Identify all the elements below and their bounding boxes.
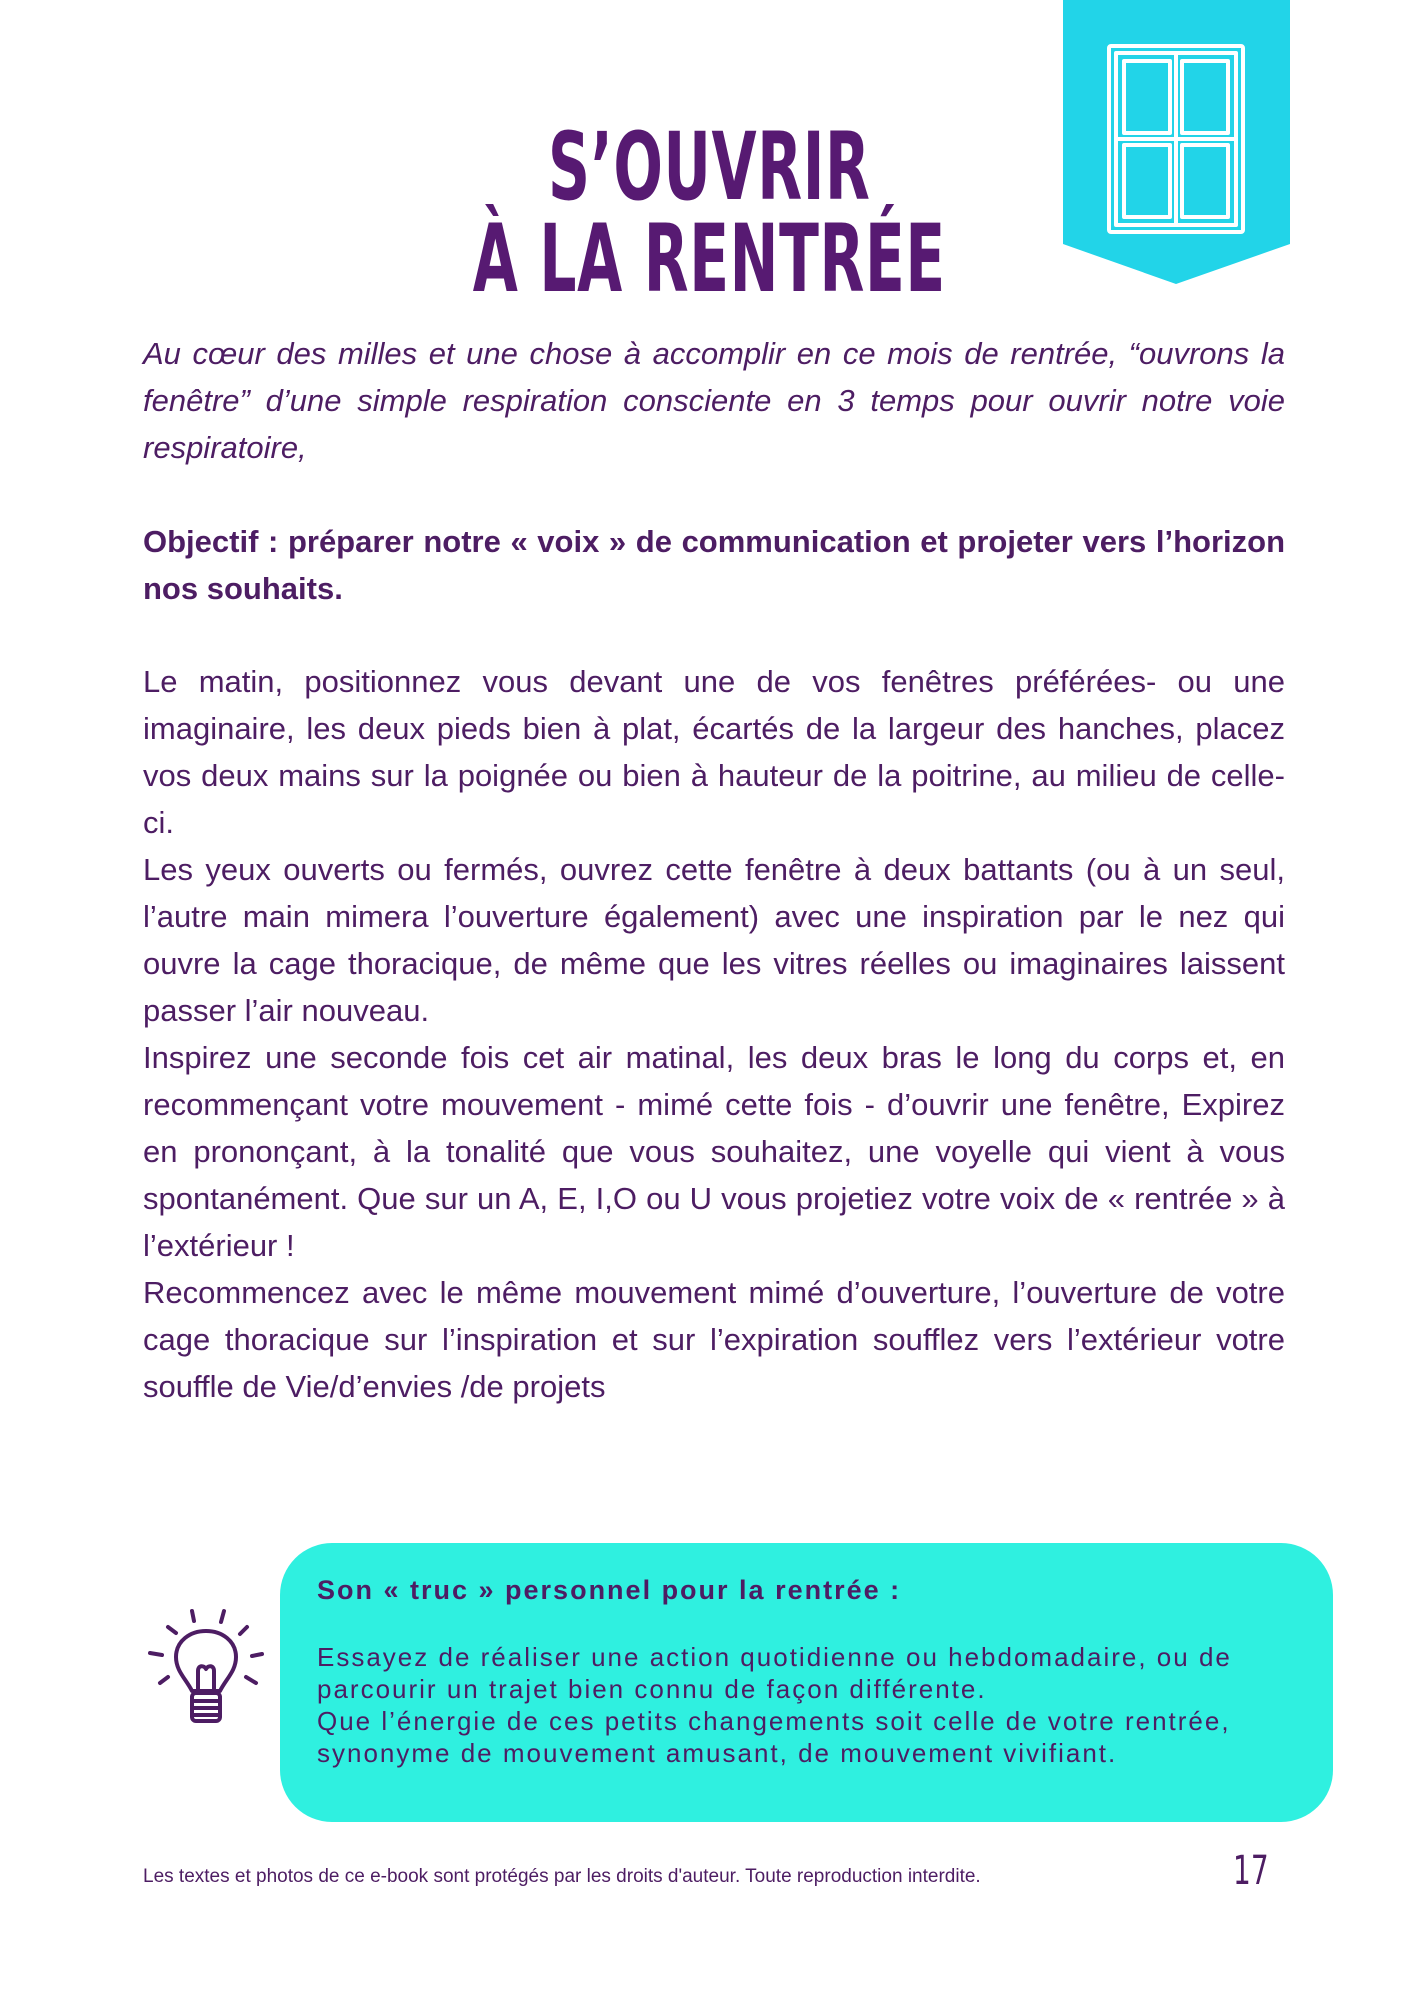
page-title-line-2: À LA RENTRÉE (472, 205, 946, 314)
tip-text (317, 1641, 1307, 1769)
instruction-paragraph: Inspirez une seconde fois cet air matinal, les deux bras le long du corps et, en recommençant votre mouvement - mimé cette fois - d’ouvrir une fenêtre, Expirez en prononçant, à la tonalité que vous souhaitez, une voyelle qui vient à vous spontanément. Que sur un A, E, I,O ou U vous projetiez votre voix de « rentrée » à l’extérieur ! (143, 1040, 1285, 1263)
instruction-paragraph: Recommencez avec le même mouvement mimé d’ouverture, l’ouverture de votre cage thoracique sur l’inspiration et sur l’expiration soufflez vers l’extérieur votre souffle de Vie/d’envies /de projets (143, 1275, 1285, 1404)
instruction-paragraph: Les yeux ouverts ou fermés, ouvrez cette fenêtre à deux battants (ou à un seul, l’autre main mimera l’ouverture également) avec une inspiration par le nez qui ouvre la cage thoracique, de même que les vitres réelles ou imaginaires laissent passer l’air nouveau. (143, 852, 1285, 1028)
instructions-body (143, 658, 1285, 1410)
page-title-line-1: S’OUVRIR (548, 113, 871, 222)
tip-box (280, 1543, 1333, 1822)
intro-paragraph: Au cœur des milles et une chose à accomplir en ce mois de rentrée, “ouvrons la fenêtre” d’une simple respiration consciente en 3 temps pour ouvrir notre voie respiratoire, (143, 336, 1285, 465)
lightbulb-icon (146, 1605, 266, 1735)
page-number: 17 (1233, 1848, 1269, 1894)
tip-line: Essayez de réaliser une action quotidienne ou hebdomadaire, ou de parcourir un trajet bien connu de façon différente. (317, 1642, 1232, 1704)
instruction-paragraph: Le matin, positionnez vous devant une de vos fenêtres préférées- ou une imaginaire, les deux pieds bien à plat, écartés de la largeur des hanches, placez vos deux mains sur la poignée ou bien à hauteur de la poitrine, au milieu de celle-ci. (143, 664, 1285, 840)
tip-title: Son « truc » personnel pour la rentrée : (317, 1575, 902, 1605)
objective-paragraph: Objectif : préparer notre « voix » de communication et projeter vers l’horizon nos souhaits. (143, 524, 1285, 606)
copyright-footer: Les textes et photos de ce e-book sont protégés par les droits d'auteur. Toute reproduction interdite. (143, 1866, 981, 1887)
tip-line: Que l’énergie de ces petits changements soit celle de votre rentrée, synonyme de mouvement amusant, de mouvement vivifiant. (317, 1706, 1231, 1768)
